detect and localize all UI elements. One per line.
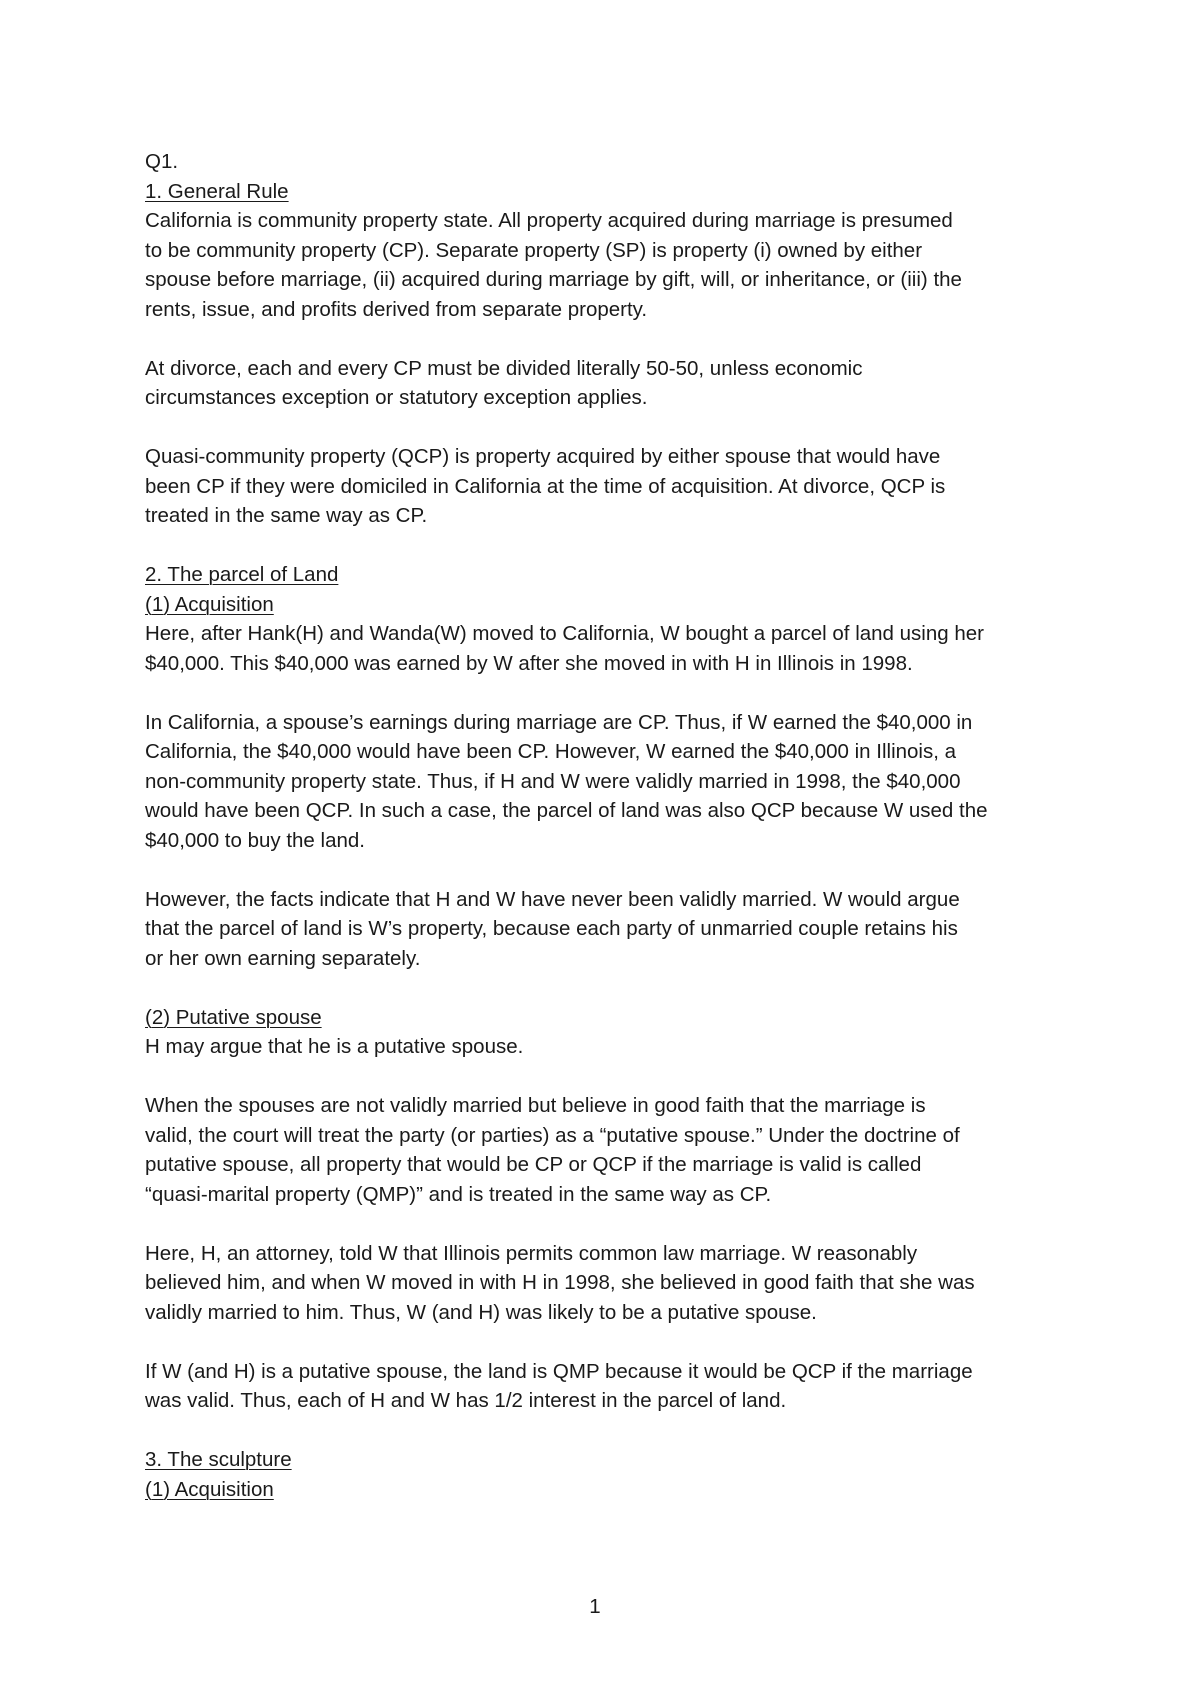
paragraph-line: Quasi-community property (QCP) is property acquired by either spouse that would have: [145, 445, 941, 468]
paragraph-line: California is community property state. All property acquired during marriage is presumed: [145, 209, 953, 232]
paragraph-gap: [145, 973, 1060, 1003]
paragraph-line: circumstances exception or statutory exception applies.: [145, 386, 648, 409]
paragraph-line: non-community property state. Thus, if H and W were validly married in 1998, the $40,000: [145, 769, 961, 793]
section-heading-sculpture: 3. The sculpture: [145, 1448, 292, 1471]
paragraph-gap: [145, 1062, 1060, 1092]
paragraph-line: In California, a spouse’s earnings during marriage are CP. Thus, if W earned the $40,000 in: [145, 710, 973, 734]
paragraph-line: validly married to him. Thus, W (and H) was likely to be a putative spouse.: [145, 1300, 817, 1324]
paragraph-gap: [145, 1416, 1060, 1446]
paragraph-gap: [145, 855, 1060, 885]
paragraph-line: been CP if they were domiciled in California at the time of acquisition. At divorce, QCP is: [145, 474, 946, 498]
paragraph-line: California, the $40,000 would have been CP. However, W earned the $40,000 in Illinois, a: [145, 740, 957, 763]
section-heading-general-rule: 1. General Rule: [145, 179, 289, 203]
paragraph-line: rents, issue, and profits derived from separate property.: [145, 297, 648, 321]
paragraph-gap: [145, 1209, 1060, 1239]
paragraph-line: spouse before marriage, (ii) acquired during marriage by gift, will, or inheritance, or (iii) the: [145, 268, 962, 291]
paragraph-line: or her own earning separately.: [145, 946, 421, 970]
paragraph-gap: [145, 413, 1060, 443]
paragraph-line: “quasi-marital property (QMP)” and is treated in the same way as CP.: [145, 1182, 772, 1206]
paragraph-line: Here, after Hank(H) and Wanda(W) moved to California, W bought a parcel of land using her: [145, 622, 984, 645]
paragraph-line: was valid. Thus, each of H and W has 1/2 interest in the parcel of land.: [145, 1389, 787, 1412]
paragraph-line: At divorce, each and every CP must be divided literally 50-50, unless economic: [145, 356, 863, 380]
paragraph-gap: [145, 1327, 1060, 1357]
paragraph-line: that the parcel of land is W’s property, because each party of unmarried couple retains his: [145, 917, 958, 940]
question-label: Q1.: [145, 150, 179, 173]
paragraph-gap: [145, 531, 1060, 561]
paragraph-line: When the spouses are not validly married but believe in good faith that the marriage is: [145, 1094, 926, 1117]
paragraph-line: would have been QCP. In such a case, the parcel of land was also QCP because W used the: [145, 799, 988, 822]
paragraph-line: Here, H, an attorney, told W that Illinois permits common law marriage. W reasonably: [145, 1241, 918, 1265]
document-body: [145, 147, 1060, 1504]
paragraph-line: $40,000 to buy the land.: [145, 828, 365, 852]
subheading-putative-spouse: (2) Putative spouse: [145, 1005, 322, 1029]
subheading-acquisition: (1) Acquisition: [145, 1477, 274, 1501]
page-number: 1: [589, 1595, 601, 1618]
paragraph-gap: [145, 678, 1060, 708]
section-heading-parcel-of-land: 2. The parcel of Land: [145, 563, 339, 586]
paragraph-line: $40,000. This $40,000 was earned by W after she moved in with H in Illinois in 1998.: [145, 651, 913, 675]
paragraph-gap: [145, 324, 1060, 354]
paragraph-line: However, the facts indicate that H and W have never been validly married. W would argue: [145, 887, 960, 911]
paragraph-line: If W (and H) is a putative spouse, the land is QMP because it would be QCP if the marriage: [145, 1359, 973, 1383]
subheading-acquisition: (1) Acquisition: [145, 592, 274, 616]
paragraph-line: valid, the court will treat the party (or parties) as a “putative spouse.” Under the doctrine of: [145, 1123, 960, 1147]
paragraph-line: believed him, and when W moved in with H in 1998, she believed in good faith that she was: [145, 1271, 975, 1294]
paragraph-line: H may argue that he is a putative spouse.: [145, 1035, 524, 1058]
paragraph-line: putative spouse, all property that would be CP or QCP if the marriage is valid is called: [145, 1153, 922, 1176]
paragraph-line: to be community property (CP). Separate property (SP) is property (i) owned by either: [145, 238, 923, 262]
paragraph-line: treated in the same way as CP.: [145, 504, 428, 527]
